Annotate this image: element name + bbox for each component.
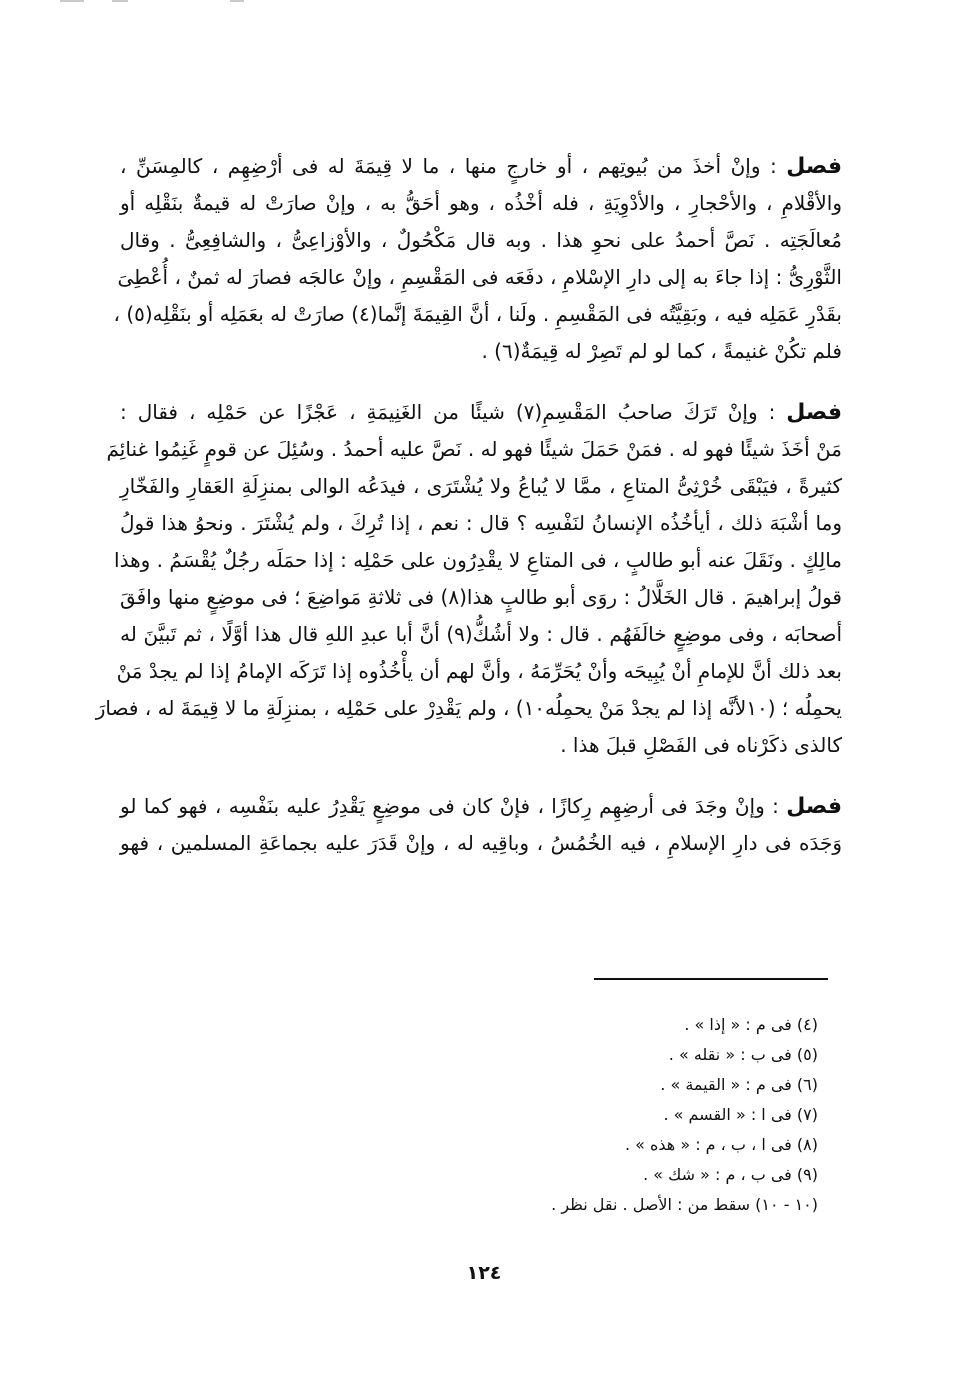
scan-edge-mark: [60, 0, 84, 2]
text-line: مالِكٍ . ونَقَلَ عنه أبو طالبٍ ، فى المتاعِ لا يقْدِرُون على حَمْلِه : إذا حمَلَه رجُلٌ يُقْسَمُ . وهذا: [114, 548, 842, 572]
scan-edge-mark: [230, 0, 244, 2]
text-line: فصل : وإنْ تَرَكَ صاحبُ المَقْسِمِ(٧) شيئًا من الغَنِيمَةِ ، عَجْزًا عن حَمْلِه ، فقال :: [120, 400, 842, 425]
section-label: فصل: [786, 154, 842, 179]
text-line: أصحابَه ، وفى موضِعٍ خالَفَهُم . قال : ولا أشُكُّ(٩) أنَّ أبا عبدِ اللهِ قال هذا أوَّلًا ، ثم تَبيَّنَ له: [120, 622, 842, 646]
footnote-separator: [594, 978, 828, 980]
text-line: يحمِلُه ؛ (١٠لأنَّه إذا لم يجدْ مَنْ يحمِلُه١٠) ، ولم يَقْدِرْ على حَمْلِه ، بمنزِلَةِ ما لا قِيمَةَ له ، فصارَ: [95, 696, 842, 720]
footnotes: [398, 1010, 818, 1220]
paragraph-1: [113, 148, 842, 370]
footnote: (٧) فى ا : « القسم » .: [663, 1105, 818, 1124]
text-line: كثيرةً ، فيَبْقَى خُرْثِىُّ المتاعِ ، ممَّا لا يُباعُ ولا يُشْتَرَى ، فيدَعُه الوالى بمنزِلَةِ العَقارِ والفَخّارِ: [120, 474, 842, 498]
paragraph-2: [95, 394, 842, 764]
text-line: بقَدْرِ عَمَلِه فيه ، وبَقِيَّتُه فى المَقْسِمِ . ولَنا ، أنَّ القِيمَةَ إنَّما(٤) صارَتْ له بعَمَلِه أو بنَقْلِه(٥) ،: [113, 302, 842, 326]
section-label: فصل: [786, 794, 843, 819]
text-line: كالذى ذكَرْناه فى الفَصْلِ قبلَ هذا .: [560, 733, 842, 757]
text-line: فصل : وإنْ أخذَ من بُيوتِهم ، أو خارجٍ منها ، ما لا قِيمَةَ له فى أرْضِهِم ، كالمِسَنِّ ،: [120, 154, 842, 179]
text-line: فلم تكُنْ غنيمةً ، كما لو لم تَصِرْ له قِيمَةٌ(٦) .: [481, 339, 842, 363]
text-line: وَجَدَه فى دارِ الإسلامِ ، فيه الخُمُسُ ، وباقِيه له ، وإنْ قَدَرَ عليه بجماعَةِ المسلمين ، فهو: [120, 831, 842, 855]
footnote: (١٠ - ١٠) سقط من : الأصل . نقل نظر .: [551, 1195, 818, 1214]
text-line: الثَّوْرِىُّ : إذا جاءَ به إلى دارِ الإسْلامِ ، دفَعَه فى المَقْسِمِ ، وإنْ عالجَه فصارَ له ثمنٌ ، أُعْطِىَ: [117, 265, 842, 289]
text-line: فصل : وإنْ وجَدَ فى أرضِهِم رِكازًا ، فإنْ كان فى موضِعٍ يَقْدِرُ عليه بنَفْسِه ، فهو كما لو: [120, 794, 843, 819]
scan-edge-mark: [112, 0, 128, 2]
footnote: (٥) فى ب : « نقله » .: [668, 1045, 818, 1064]
page-number: ١٢٤: [466, 1262, 502, 1284]
text-line: وما أشْبَهَ ذلك ، أيأخُذُه الإنسانُ لنَفْسِه ؟ قال : نعم ، إذا تُرِكَ ، ولم يُشْتَرَ . ونحوُ هذا قولُ: [120, 511, 842, 535]
footnote: (٩) فى ب ، م : « شك » .: [643, 1165, 818, 1184]
footnote: (٤) فى م : « إذا » .: [684, 1015, 818, 1034]
footnote: (٨) فى ا ، ب ، م : « هذه » .: [624, 1135, 818, 1154]
footnote: (٦) فى م : « القيمة » .: [660, 1075, 818, 1094]
text-line: بعد ذلك أنَّ للإمامِ أنْ يُبِيحَه وأنْ يُحَرِّمَهُ ، وأنَّ لهم أن يأْخُذُوه إذا تَرَكَه الإمامُ إذا لم يجدْ مَنْ: [116, 659, 842, 683]
text-line: مَنْ أخَذَ شيئًا فهو له . فمَنْ حَمَلَ شيئًا فهو له . نَصَّ عليه أحمدُ . وسُئِلَ عن قومٍ غَنِمُوا غنائِمَ: [106, 437, 842, 461]
text-line: قولُ إبراهيمَ . قال الخَلَّالُ : روَى أبو طالبٍ هذا(٨) فى ثلاثةِ مَواضِعَ ؛ فى موضِعٍ منها وافَقَ: [120, 585, 842, 609]
main-text: [95, 148, 843, 886]
section-label: فصل: [786, 400, 842, 425]
text-line: والأقْلامِ ، والأحْجارِ ، والأدْوِيَةِ ، فله أخْذُه ، وهو أحَقُّ به ، وإنْ صارَتْ له قيمةٌ بنَقْلِه أو: [120, 191, 842, 215]
paragraph-3: [120, 788, 842, 862]
text-line: مُعالَجَتِه . نَصَّ أحمدُ على نحوِ هذا . وبه قال مَكْحُولٌ ، والأوْزاعِىُّ ، والشافِعِىُّ . وقال: [120, 228, 842, 252]
